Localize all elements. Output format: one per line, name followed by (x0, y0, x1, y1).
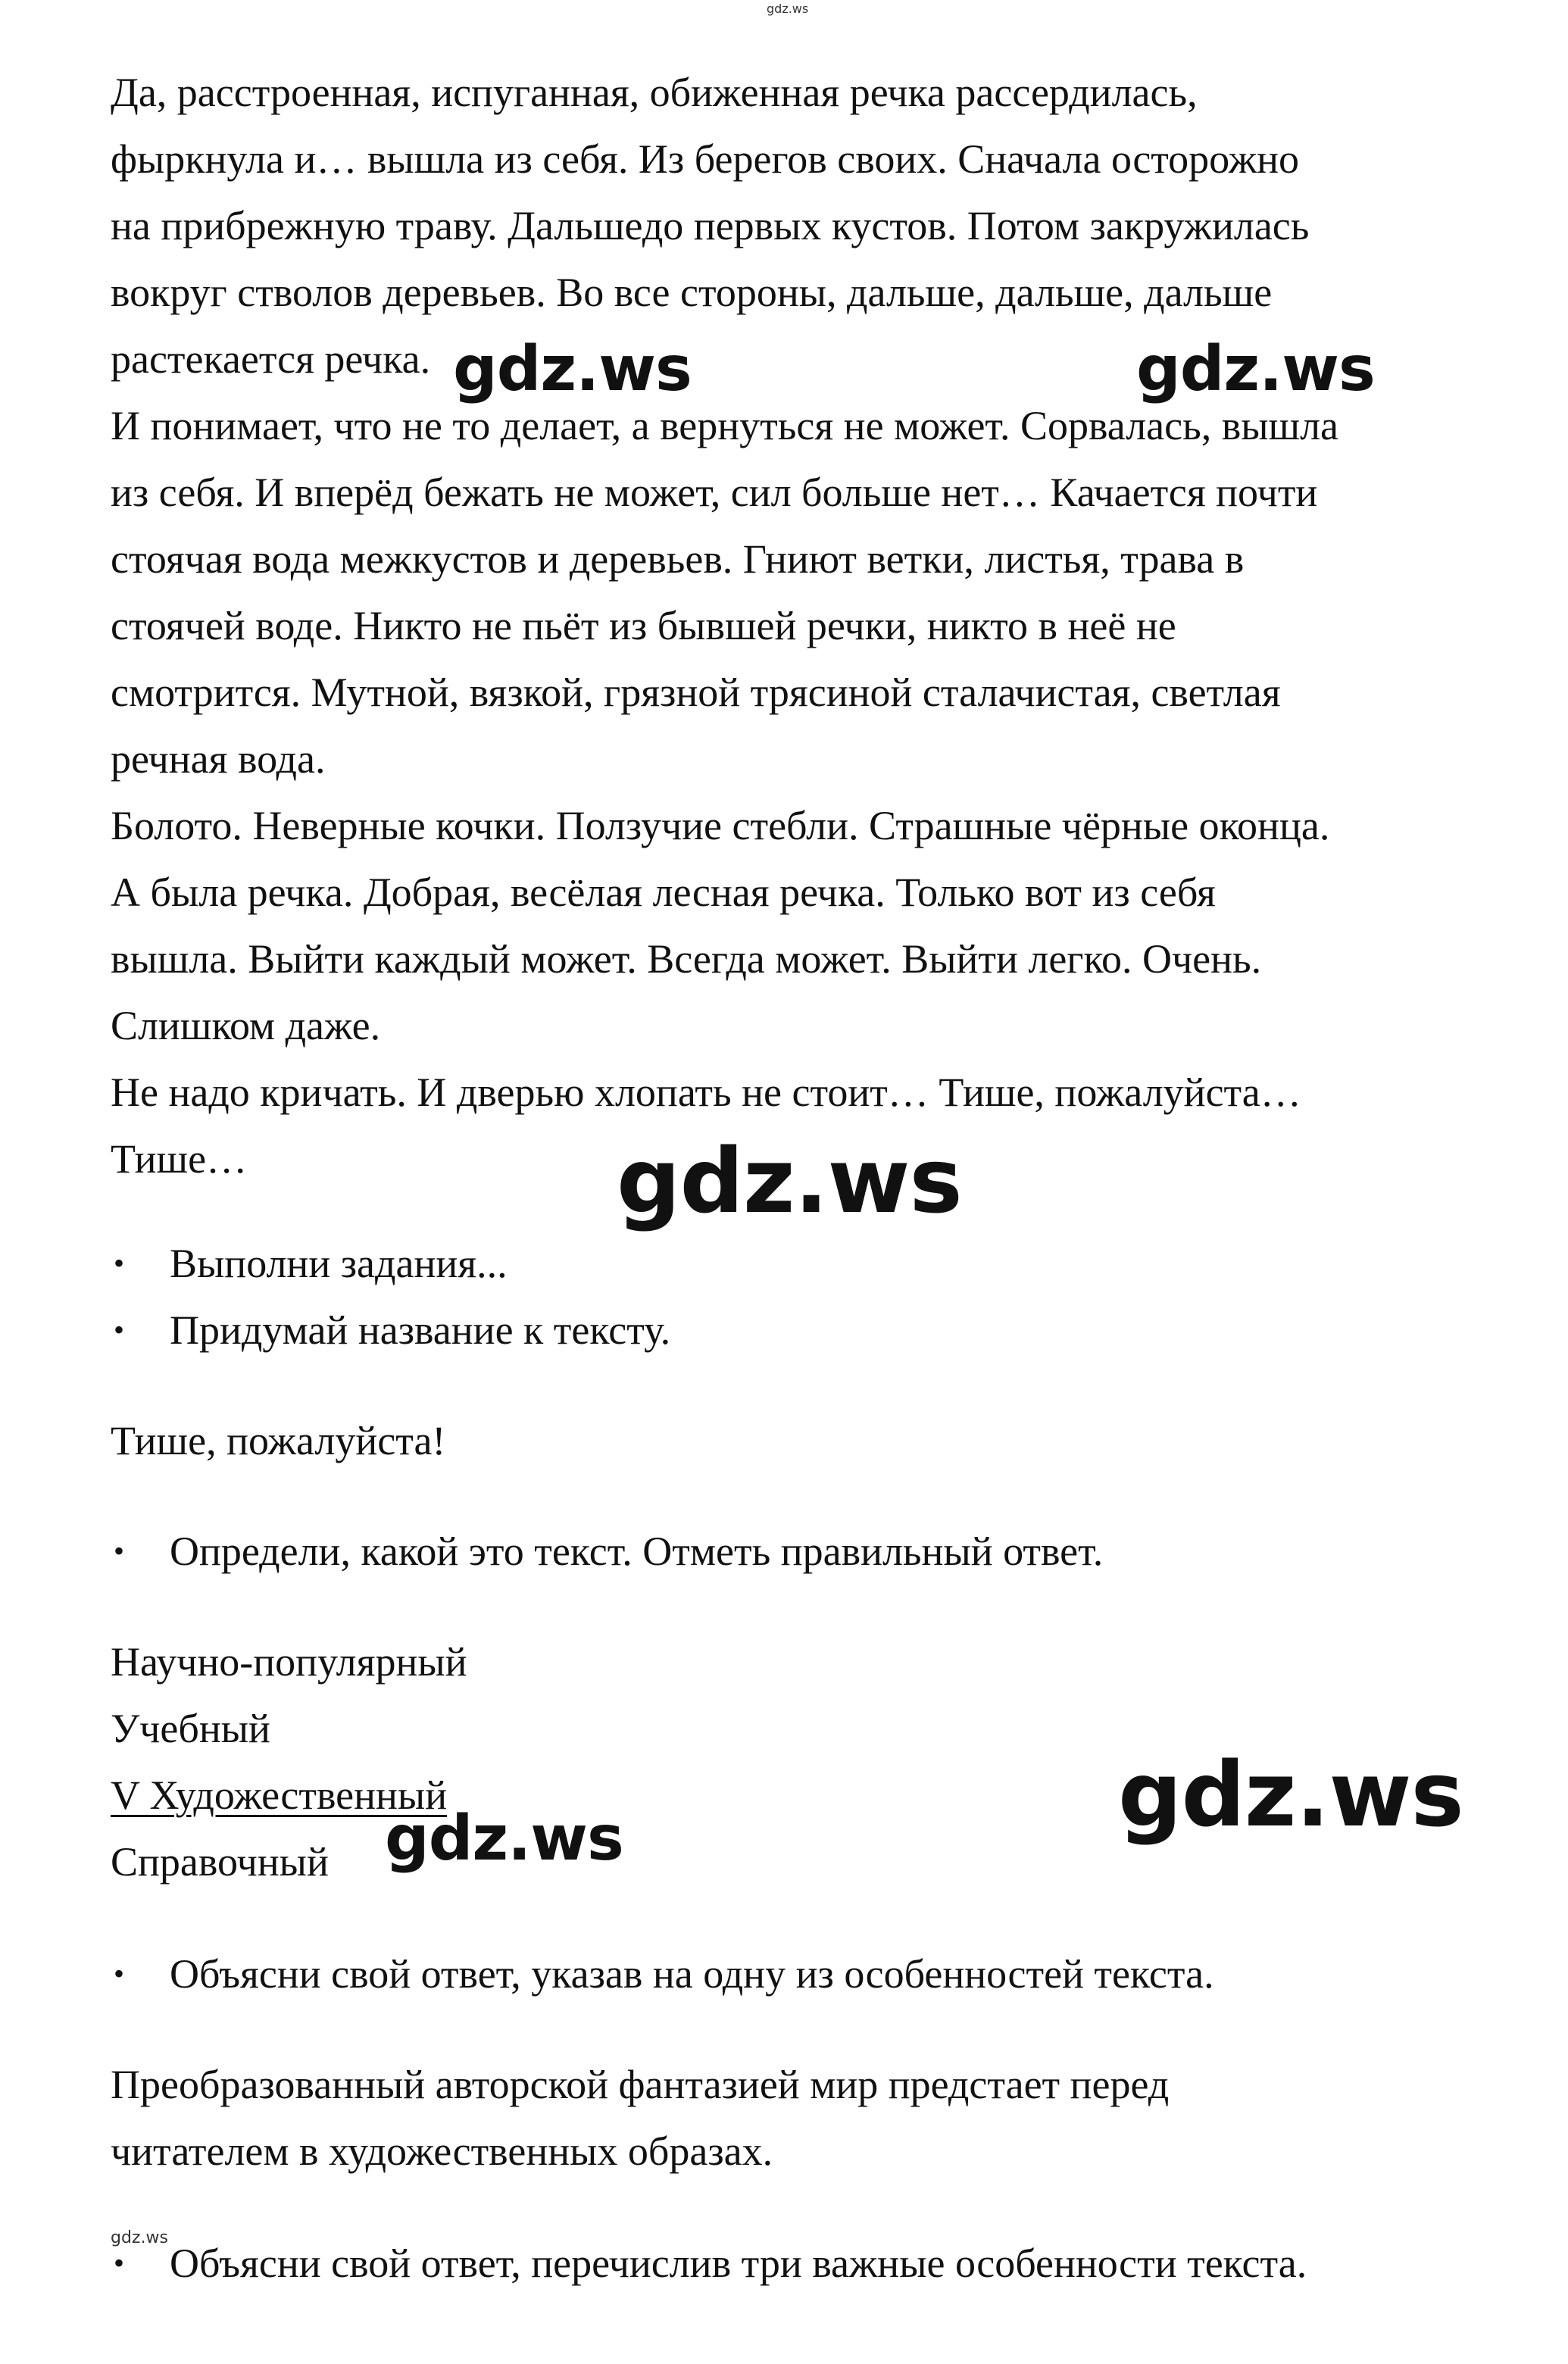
p1-line-2: фыркнула и… вышла из себя. Из берегов своих. Сначала осторожно (111, 136, 1300, 182)
watermark: gdz.ws (1136, 333, 1375, 405)
option-item: Научно-популярный (111, 1639, 467, 1685)
p1-line-1: Да, расстроенная, испуганная, обиженная речка рассердилась, (111, 70, 1198, 115)
p2-line-1: И понимает, что не то делает, а вернуться не может. Сорвалась, вышла (111, 403, 1339, 448)
p1-line-4: вокруг стволов деревьев. Во все стороны, дальше, дальше, дальше (111, 270, 1273, 315)
bullet-icon: • (114, 2246, 125, 2280)
option-item-selected: V Художественный (111, 1772, 448, 1818)
watermark-bottom: gdz.ws (111, 2228, 168, 2247)
p2-line-2: из себя. И вперёд бежать не может, сил больше нет… Качается почти (111, 470, 1318, 515)
watermark: gdz.ws (453, 333, 692, 405)
option-item: Справочный (111, 1839, 329, 1885)
bullet-icon: • (114, 1313, 125, 1347)
watermark: gdz.ws (1118, 1742, 1463, 1847)
task-text: Объясни свой ответ, перечислив три важные особенности текста. (170, 2241, 1307, 2286)
p3-line-1: Болото. Неверные кочки. Ползучие стебли. Страшные чёрные оконца. (111, 803, 1330, 848)
bullet-icon: • (114, 1534, 125, 1568)
task-text: Определи, какой это текст. Отметь правильный ответ. (170, 1529, 1104, 1574)
watermark: gdz.ws (385, 1803, 623, 1875)
task-text: Объясни свой ответ, указав на одну из особенностей текста. (170, 1951, 1214, 1997)
watermark-top: gdz.ws (767, 2, 809, 16)
answer-title: Тише, пожалуйста! (111, 1418, 446, 1463)
bullet-icon: • (114, 1246, 125, 1280)
p3-line-4: Слишком даже. (111, 1003, 381, 1048)
bullet-icon: • (114, 1956, 125, 1991)
p4-line-2: Тише… (111, 1136, 248, 1182)
task-text: Выполни задания... (170, 1241, 508, 1286)
answer-explain-line-2: читателем в художественных образах. (111, 2128, 773, 2174)
p3-line-2: А была речка. Добрая, весёлая лесная речка. Только вот из себя (111, 870, 1216, 915)
watermark: gdz.ws (617, 1129, 962, 1233)
p2-line-3: стоячая вода межкустов и деревьев. Гниют ветки, листья, трава в (111, 536, 1245, 582)
p3-line-3: вышла. Выйти каждый может. Всегда может. Выйти легко. Очень. (111, 936, 1262, 982)
p2-line-5: смотрится. Мутной, вязкой, грязной трясиной сталачистая, светлая (111, 670, 1281, 715)
p4-line-1: Не надо кричать. И дверью хлопать не стоит… Тише, пожалуйста… (111, 1070, 1301, 1115)
p1-line-5: растекается речка. (111, 336, 431, 382)
answer-explain-line-1: Преобразованный авторской фантазией мир предстает перед (111, 2062, 1170, 2107)
p1-line-3: на прибрежную траву. Дальшедо первых кустов. Потом закружилась (111, 203, 1310, 248)
p2-line-6: речная вода. (111, 736, 326, 782)
task-text: Придумай название к тексту. (170, 1307, 671, 1353)
option-item: Учебный (111, 1706, 270, 1751)
p2-line-4: стоячей воде. Никто не пьёт из бывшей речки, никто в неё не (111, 603, 1176, 648)
